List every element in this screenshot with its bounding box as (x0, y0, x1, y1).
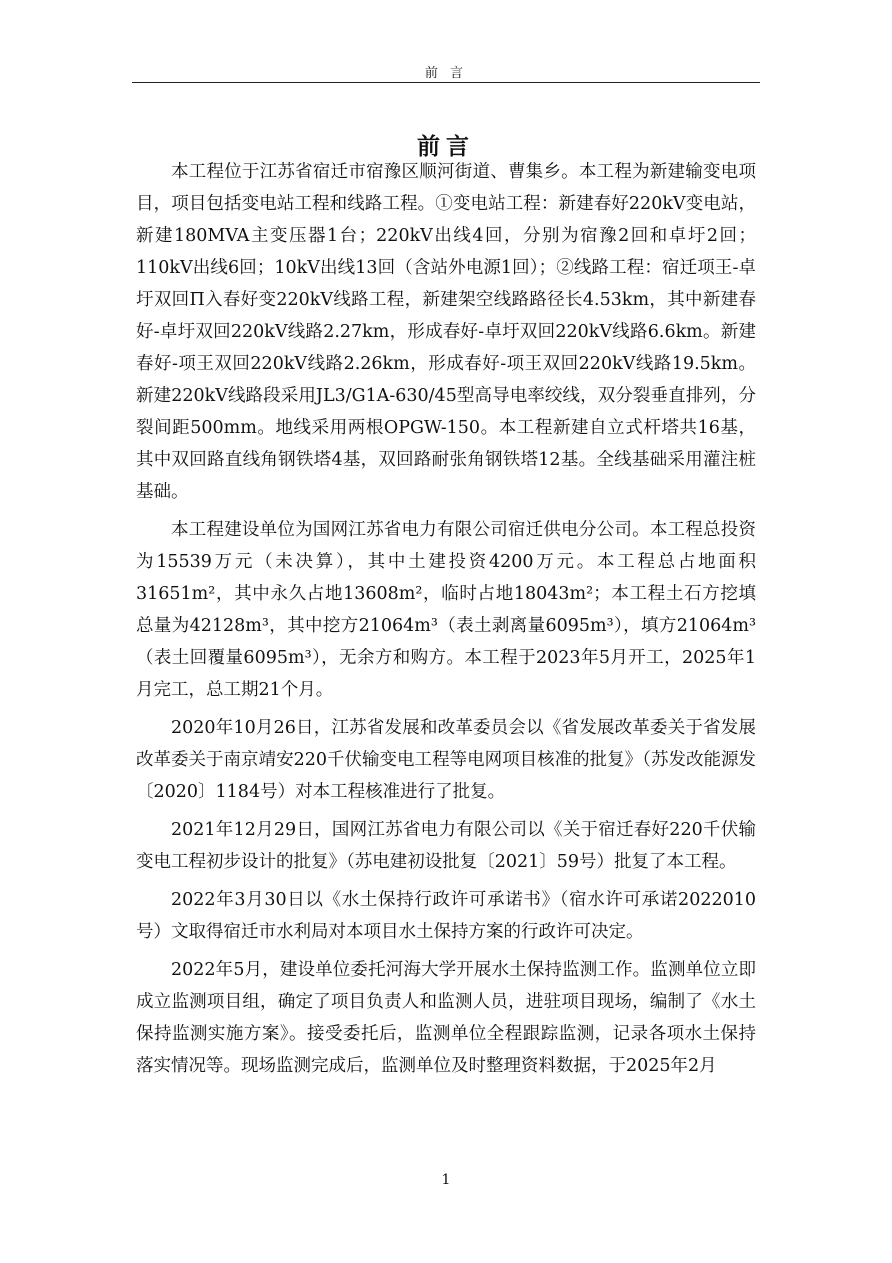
body-text (136, 156, 756, 1088)
paragraph-investment-land: 本工程建设单位为国网江苏省电力有限公司宿迁供电分公司。本工程总投资为15539万元（未决算），其中土建投资4200万元。本工程总占地面积31651m²，其中永久占地13608m²，临时占地18043m²；本工程土石方挖填总量为42128m³，其中挖方21064m³（表土剥离量6095m³），填方21064m³（表土回覆量6095m³），无余方和购方。本工程于2023年5月开工，2025年1月完工，总工期21个月。 (136, 520, 756, 700)
header-divider (132, 82, 760, 83)
running-header: 前 言 (424, 66, 468, 81)
section-title: 前言 (417, 133, 475, 160)
page-number: 1 (441, 1172, 451, 1188)
paragraph-approval-2021: 2021年12月29日，国网江苏省电力有限公司以《关于宿迁春好220千伏输变电工程初步设计的批复》（苏电建初设批复〔2021〕59号）批复了本工程。 (136, 820, 756, 872)
paragraph-monitoring: 2022年5月，建设单位委托河海大学开展水土保持监测工作。监测单位立即成立监测项目组，确定了项目负责人和监测人员，进驻项目现场，编制了《水土保持监测实施方案》。接受委托后，监测单位全程跟踪监测，记录各项水土保持落实情况等。现场监测完成后，监测单位及时整理资料数据，于2025年2月 (136, 960, 756, 1076)
paragraph-approval-2020: 2020年10月26日，江苏省发展和改革委员会以《省发展改革委关于省发展改革委关于南京靖安220千伏输变电工程等电网项目核准的批复》（苏发改能源发〔2020〕1184号）对本工程核准进行了批复。 (136, 718, 756, 802)
paragraph-permit-2022: 2022年3月30日以《水土保持行政许可承诺书》（宿水许可承诺2022010号）文取得宿迁市水利局对本项目水土保持方案的行政许可决定。 (136, 890, 756, 942)
paragraph-project-overview: 本工程位于江苏省宿迁市宿豫区顺河街道、曹集乡。本工程为新建输变电项目，项目包括变电站工程和线路工程。①变电站工程：新建春好220kV变电站，新建180MVA主变压器1台；220kV出线4回，分别为宿豫2回和卓圩2回；110kV出线6回；10kV出线13回（含站外电源1回）；②线路工程：宿迁项王-卓圩双回Π入春好变220kV线路工程，新建架空线路路径长4.53km，其中新建春好-卓圩双回220kV线路2.27km，形成春好-卓圩双回220kV线路6.6km。新建春好-项王双回220kV线路2.26km，形成春好-项王双回220kV线路19.5km。新建220kV线路段采用JL3/G1A-630/45型高导电率绞线，双分裂垂直排列，分裂间距500mm。地线采用两根OPGW-150。本工程新建自立式杆塔共16基，其中双回路直线角钢铁塔4基，双回路耐张角钢铁塔12基。全线基础采用灌注桩基础。 (136, 162, 756, 502)
